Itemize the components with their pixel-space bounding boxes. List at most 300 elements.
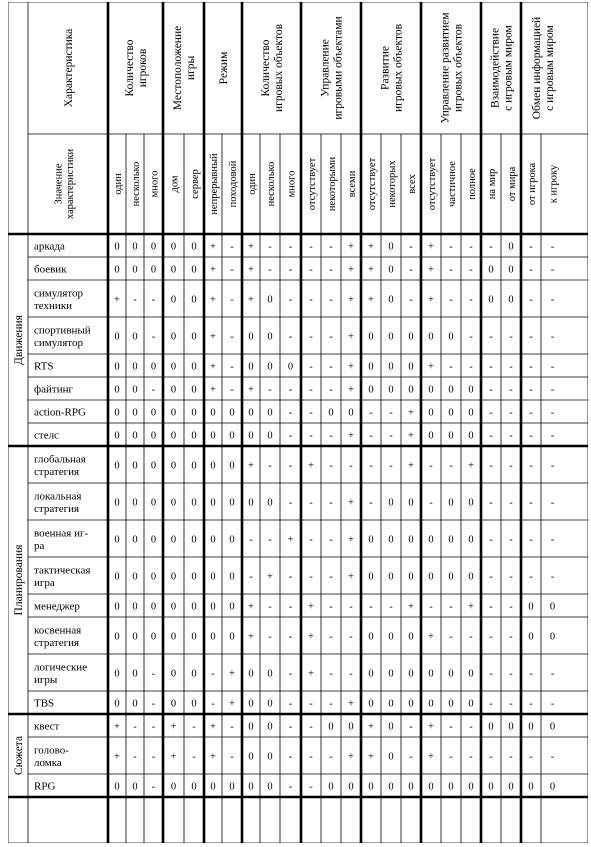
- table-cell: 0: [488, 721, 494, 733]
- table-cell: 0: [468, 781, 474, 793]
- table-cell: -: [288, 430, 293, 442]
- table-cell: 0: [170, 241, 177, 253]
- table-cell: 0: [248, 361, 254, 373]
- table-cell: +: [368, 721, 374, 733]
- group-header-3: [260, 23, 285, 112]
- group-header-8-line: Обмен информацией: [531, 16, 543, 120]
- table-cell: 0: [170, 631, 177, 643]
- table-cell: -: [509, 331, 513, 343]
- table-cell: 0: [150, 460, 157, 472]
- table-cell: 0: [132, 241, 138, 253]
- table-cell: -: [329, 460, 333, 472]
- table-cell: -: [309, 294, 313, 306]
- table-cell: -: [489, 430, 493, 442]
- table-cell: -: [230, 294, 234, 306]
- table-cell: -: [550, 698, 555, 710]
- table-cell: -: [550, 460, 555, 472]
- characteristic-header: [63, 29, 75, 108]
- table-cell: +: [170, 721, 177, 733]
- table-cell: 0: [191, 384, 197, 396]
- value-header-5-0: отсутствует: [367, 157, 378, 211]
- table-cell: +: [428, 751, 434, 763]
- table-cell: -: [550, 751, 555, 763]
- table-cell: 0: [528, 601, 534, 613]
- table-cell: +: [210, 264, 216, 276]
- row-label: ра: [34, 539, 45, 552]
- table-cell: -: [529, 331, 533, 343]
- table-cell: -: [509, 407, 513, 419]
- table-cell: 0: [170, 264, 177, 276]
- table-cell: 0: [488, 264, 494, 276]
- table-cell: +: [210, 361, 216, 373]
- table-cell: 0: [132, 331, 138, 343]
- table-cell: +: [267, 571, 273, 583]
- table-cell: 0: [191, 294, 197, 306]
- table-cell: 0: [210, 534, 216, 546]
- table-cell: -: [509, 698, 513, 710]
- table-cell: -: [309, 430, 313, 442]
- value-header-6-0: отсутствует: [427, 157, 438, 211]
- table-cell: -: [469, 751, 473, 763]
- table-cell: 0: [468, 668, 474, 680]
- table-cell: -: [550, 534, 555, 546]
- table-row: [34, 601, 555, 613]
- table-cell: 0: [170, 698, 177, 710]
- table-row: [34, 384, 555, 396]
- table-cell: -: [489, 331, 493, 343]
- table-cell: 0: [150, 361, 157, 373]
- table-cell: 0: [388, 721, 394, 733]
- table-cell: -: [349, 460, 353, 472]
- table-cell: 0: [348, 407, 354, 419]
- table-cell: -: [349, 668, 353, 680]
- table-cell: 0: [528, 631, 534, 643]
- table-cell: -: [211, 668, 215, 680]
- table-cell: 0: [132, 264, 138, 276]
- row-label: менеджер: [34, 600, 80, 613]
- table-cell: +: [229, 668, 235, 680]
- characteristic-header-line: Характеристика: [63, 28, 75, 108]
- table-cell: 0: [150, 571, 157, 583]
- table-cell: 0: [408, 534, 414, 546]
- table-cell: -: [409, 751, 413, 763]
- table-cell: 0: [508, 721, 514, 733]
- value-header-2-0: непрерывный: [209, 153, 220, 215]
- row-label: ломка: [34, 756, 62, 769]
- table-cell: -: [389, 460, 393, 472]
- table-cell: +: [308, 601, 314, 613]
- table-cell: 0: [428, 384, 434, 396]
- value-header-0-2: много: [149, 170, 161, 198]
- table-cell: -: [288, 264, 293, 276]
- table-cell: -: [151, 698, 156, 710]
- table-cell: -: [469, 721, 473, 733]
- table-cell: 0: [170, 294, 177, 306]
- table-cell: 0: [528, 721, 534, 733]
- table-cell: -: [309, 534, 313, 546]
- table-cell: 0: [114, 430, 120, 442]
- row-label: файтинг: [34, 383, 73, 396]
- table-row: [34, 721, 555, 733]
- value-header-7-0: на мир: [487, 168, 498, 200]
- table-cell: 0: [150, 264, 157, 276]
- table-cell: -: [288, 571, 293, 583]
- table-cell: 0: [191, 430, 197, 442]
- table-cell: -: [133, 294, 137, 306]
- table-cell: +: [408, 601, 414, 613]
- row-label: военная иг-: [34, 527, 89, 540]
- table-cell: -: [329, 751, 333, 763]
- group-header-5: [380, 23, 405, 112]
- table-cell: 0: [348, 781, 354, 793]
- table-cell: 0: [388, 751, 394, 763]
- table-cell: -: [489, 361, 493, 373]
- table-cell: 0: [448, 430, 454, 442]
- table-cell: 0: [191, 781, 197, 793]
- table-cell: +: [248, 384, 254, 396]
- table-cell: +: [348, 698, 354, 710]
- table-cell: -: [369, 407, 373, 419]
- table-cell: 0: [408, 497, 414, 509]
- table-cell: -: [509, 430, 513, 442]
- group-header-8-line: с игровым миром: [544, 25, 556, 111]
- table-cell: +: [248, 631, 254, 643]
- table-cell: -: [489, 384, 493, 396]
- table-cell: 0: [114, 361, 120, 373]
- table-cell: -: [288, 601, 293, 613]
- table-cell: 0: [468, 430, 474, 442]
- table-cell: 0: [448, 781, 454, 793]
- table-cell: 0: [508, 294, 514, 306]
- table-cell: -: [329, 331, 333, 343]
- section-label: Планирования: [13, 544, 25, 616]
- group-header-4-line: игровыми объектами: [332, 16, 345, 120]
- table-cell: 0: [248, 407, 254, 419]
- table-cell: +: [348, 497, 354, 509]
- table-cell: 0: [267, 331, 273, 343]
- table-cell: +: [348, 751, 354, 763]
- table-cell: 0: [229, 407, 235, 419]
- table-row: [34, 264, 555, 276]
- table-cell: 0: [328, 781, 334, 793]
- table-cell: 0: [248, 781, 254, 793]
- table-cell: 0: [132, 460, 138, 472]
- table-cell: 0: [549, 601, 556, 613]
- group-header-3-line: Количество: [260, 39, 272, 97]
- table-cell: +: [348, 430, 354, 442]
- table-cell: -: [309, 384, 313, 396]
- table-cell: 0: [229, 497, 235, 509]
- table-cell: -: [550, 571, 555, 583]
- table-cell: 0: [468, 534, 474, 546]
- group-header-2: [218, 51, 230, 84]
- group-header-4-line: Управление: [319, 39, 332, 97]
- table-cell: -: [550, 668, 555, 680]
- table-cell: -: [288, 781, 293, 793]
- group-header-7-line: с игровым миром: [502, 25, 515, 111]
- table-cell: 0: [191, 460, 197, 472]
- value-header: [53, 148, 76, 219]
- table-row: [34, 661, 555, 686]
- table-cell: -: [489, 460, 493, 472]
- table-cell: -: [409, 264, 413, 276]
- table-cell: 0: [191, 668, 197, 680]
- table-cell: +: [170, 751, 177, 763]
- table-cell: 0: [170, 460, 177, 472]
- group-header-1: [172, 26, 197, 110]
- table-cell: 0: [150, 631, 157, 643]
- table-cell: 0: [468, 698, 474, 710]
- table-cell: +: [348, 264, 354, 276]
- table-cell: 0: [132, 384, 138, 396]
- table-cell: -: [288, 668, 293, 680]
- table-cell: +: [408, 407, 414, 419]
- table-cell: 0: [191, 571, 197, 583]
- table-cell: +: [468, 460, 474, 472]
- table-cell: -: [489, 241, 493, 253]
- table-cell: -: [469, 361, 473, 373]
- table-cell: 0: [229, 781, 235, 793]
- table-cell: -: [268, 631, 272, 643]
- table-cell: +: [368, 294, 374, 306]
- table-cell: 0: [170, 534, 177, 546]
- table-cell: 0: [114, 264, 120, 276]
- table-cell: 0: [210, 497, 216, 509]
- table-cell: 0: [388, 331, 394, 343]
- table-row: [34, 324, 555, 349]
- table-cell: -: [230, 384, 234, 396]
- table-cell: 0: [408, 781, 414, 793]
- value-header-6-2: полное: [467, 168, 478, 200]
- table-cell: 0: [428, 534, 434, 546]
- value-header-0-1: несколько: [131, 161, 142, 207]
- table-row: [34, 564, 555, 589]
- table-cell: 0: [170, 384, 177, 396]
- table-cell: -: [550, 264, 555, 276]
- table-cell: +: [248, 264, 254, 276]
- table-cell: 0: [210, 601, 216, 613]
- table-cell: -: [268, 460, 272, 472]
- table-cell: 0: [328, 407, 334, 419]
- table-cell: 0: [114, 407, 120, 419]
- table-cell: -: [509, 601, 513, 613]
- group-header-0-line: игроков: [137, 48, 149, 88]
- table-cell: 0: [368, 631, 374, 643]
- row-label: тактическая: [34, 564, 91, 577]
- row-label: игры: [34, 673, 58, 686]
- group-header-6: [440, 12, 465, 124]
- table-cell: +: [428, 361, 434, 373]
- table-cell: -: [449, 361, 453, 373]
- table-cell: -: [369, 460, 373, 472]
- table-row: [34, 407, 555, 419]
- table-cell: -: [489, 631, 493, 643]
- table-cell: 0: [348, 721, 354, 733]
- table-cell: +: [468, 601, 474, 613]
- table-cell: -: [329, 571, 333, 583]
- table-cell: 0: [388, 294, 394, 306]
- table-cell: 0: [210, 781, 216, 793]
- table-cell: -: [329, 601, 333, 613]
- table-cell: +: [229, 698, 235, 710]
- value-header-2-1: походовой: [228, 160, 239, 208]
- table-cell: 0: [468, 571, 474, 583]
- table-cell: -: [230, 241, 234, 253]
- table-cell: -: [529, 407, 533, 419]
- table-cell: -: [409, 294, 413, 306]
- table-cell: -: [151, 294, 156, 306]
- table-cell: +: [114, 294, 120, 306]
- value-header-8-1: к игроку: [548, 164, 560, 204]
- table-cell: -: [489, 698, 493, 710]
- table-cell: 0: [267, 294, 273, 306]
- value-header-5-1: некоторых: [387, 160, 398, 208]
- table-cell: -: [369, 497, 373, 509]
- table-cell: +: [248, 294, 254, 306]
- table-cell: 0: [428, 781, 434, 793]
- table-cell: 0: [368, 698, 374, 710]
- table-cell: 0: [368, 668, 374, 680]
- table-cell: 0: [132, 361, 138, 373]
- group-header-5-line: Развитие: [379, 46, 392, 90]
- table-cell: -: [529, 698, 533, 710]
- table-cell: 0: [132, 781, 138, 793]
- table-cell: 0: [191, 534, 197, 546]
- table-cell: 0: [267, 698, 273, 710]
- table-cell: -: [449, 721, 453, 733]
- table-cell: -: [550, 294, 555, 306]
- table-cell: 0: [170, 668, 177, 680]
- table-cell: -: [288, 721, 293, 733]
- row-label: стратегия: [34, 636, 80, 649]
- table-cell: +: [210, 751, 216, 763]
- table-cell: -: [529, 294, 533, 306]
- table-cell: 0: [114, 460, 120, 472]
- table-cell: 0: [150, 430, 157, 442]
- table-cell: 0: [114, 534, 120, 546]
- table-cell: 0: [388, 698, 394, 710]
- table-cell: +: [348, 571, 354, 583]
- table-cell: 0: [267, 361, 273, 373]
- table-cell: 0: [170, 361, 177, 373]
- table-row: [34, 453, 555, 478]
- table-cell: -: [309, 497, 313, 509]
- table-cell: 0: [549, 721, 556, 733]
- value-header-line: характеристики: [64, 148, 76, 220]
- table-cell: 0: [368, 571, 374, 583]
- table-cell: 0: [488, 781, 494, 793]
- table-cell: 0: [191, 407, 197, 419]
- table-cell: -: [329, 384, 333, 396]
- table-cell: -: [529, 751, 533, 763]
- table-cell: 0: [191, 631, 197, 643]
- table-cell: +: [428, 631, 434, 643]
- table-cell: -: [349, 631, 353, 643]
- table-cell: +: [210, 331, 216, 343]
- table-cell: 0: [368, 384, 374, 396]
- table-row: [34, 781, 555, 793]
- table-cell: -: [329, 241, 333, 253]
- group-header-1-line: игры: [185, 55, 197, 81]
- table-cell: -: [309, 721, 313, 733]
- table-cell: -: [429, 601, 433, 613]
- table-cell: +: [408, 430, 414, 442]
- table-cell: +: [248, 241, 254, 253]
- value-header-8-0: от игрока: [527, 162, 538, 206]
- table-cell: -: [489, 601, 493, 613]
- table-cell: +: [428, 721, 434, 733]
- table-cell: -: [151, 384, 156, 396]
- table-cell: 0: [170, 497, 177, 509]
- group-header-7: [490, 24, 515, 110]
- table-cell: 0: [132, 668, 138, 680]
- table-cell: -: [429, 497, 433, 509]
- table-cell: -: [429, 460, 433, 472]
- table-cell: 0: [267, 751, 273, 763]
- table-row: [34, 698, 555, 710]
- table-cell: 0: [448, 384, 454, 396]
- row-label: глобальная: [34, 453, 86, 466]
- value-header-3-0: один: [247, 173, 258, 195]
- table-cell: -: [288, 698, 293, 710]
- table-cell: -: [230, 264, 234, 276]
- table-cell: -: [449, 264, 453, 276]
- table-cell: 0: [170, 331, 177, 343]
- table-cell: 0: [150, 534, 157, 546]
- table-cell: -: [309, 698, 313, 710]
- table-cell: -: [309, 407, 313, 419]
- table-cell: -: [249, 534, 253, 546]
- table-cell: -: [509, 497, 513, 509]
- table-cell: 0: [210, 430, 216, 442]
- table-cell: -: [151, 751, 156, 763]
- table-cell: 0: [229, 430, 235, 442]
- table-cell: 0: [114, 781, 120, 793]
- row-label: локальная: [34, 490, 82, 503]
- table-cell: 0: [170, 407, 177, 419]
- table-cell: 0: [368, 781, 374, 793]
- group-header-3-line: игровых объектов: [273, 23, 285, 113]
- table-cell: 0: [229, 601, 235, 613]
- table-cell: 0: [114, 497, 120, 509]
- table-cell: -: [529, 668, 533, 680]
- table-cell: -: [133, 721, 137, 733]
- table-cell: -: [509, 460, 513, 472]
- table-cell: +: [287, 534, 294, 546]
- table-cell: -: [329, 294, 333, 306]
- table-cell: 0: [388, 497, 394, 509]
- table-cell: 0: [150, 241, 157, 253]
- table-cell: 0: [388, 241, 394, 253]
- table-cell: +: [308, 460, 314, 472]
- table-cell: -: [268, 241, 272, 253]
- table-cell: 0: [408, 698, 414, 710]
- table-cell: +: [210, 241, 216, 253]
- table-cell: 0: [428, 698, 434, 710]
- table-cell: -: [509, 534, 513, 546]
- table-cell: -: [230, 721, 234, 733]
- table-cell: -: [151, 781, 156, 793]
- table-cell: 0: [428, 430, 434, 442]
- table-cell: -: [449, 631, 453, 643]
- table-cell: -: [469, 294, 473, 306]
- table-cell: +: [248, 601, 254, 613]
- table-cell: +: [368, 751, 374, 763]
- table-cell: -: [389, 407, 393, 419]
- row-label: квест: [34, 720, 60, 733]
- table-row: [34, 624, 555, 649]
- table-cell: 0: [528, 781, 534, 793]
